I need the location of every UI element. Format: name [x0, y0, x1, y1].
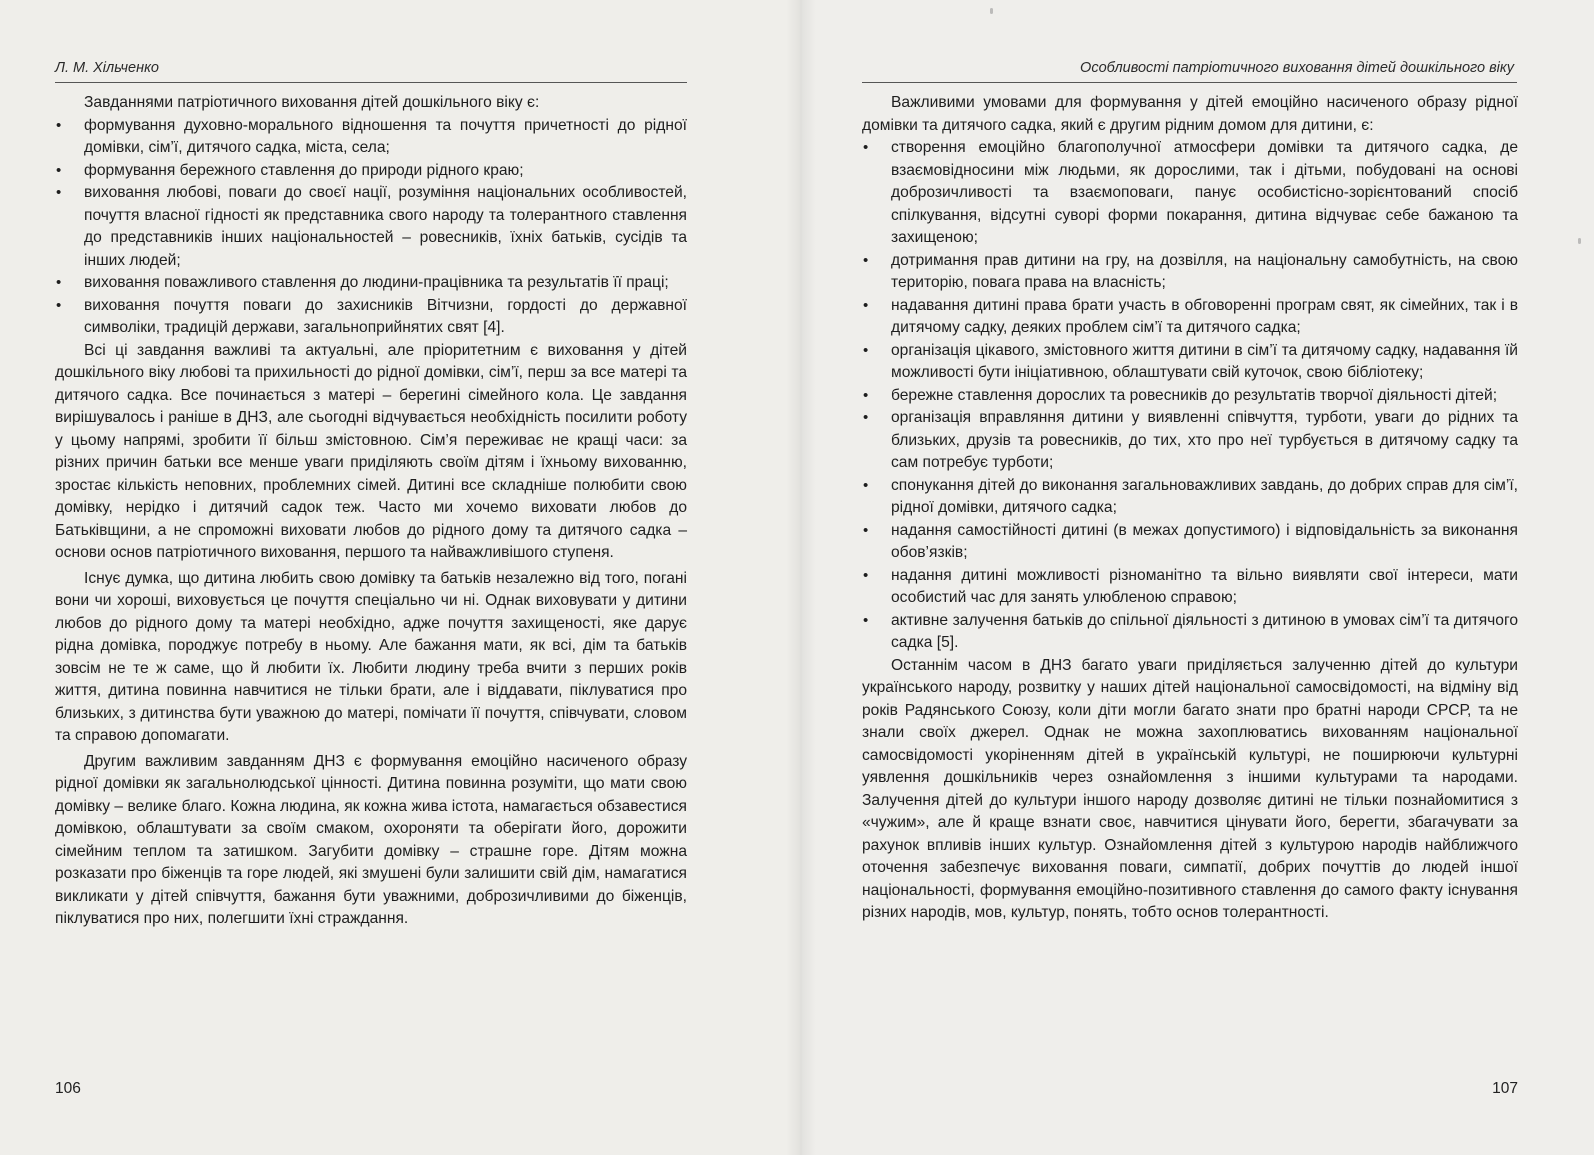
list-item: • надання дитині можливості різноманітно та вільно виявляти свої інтереси, мати особистий час для занять улюбленою справою;: [862, 565, 1518, 610]
conditions-list: [862, 137, 1518, 655]
list-item: • бережне ставлення дорослих та ровесників до результатів творчої діяльності дітей;: [862, 385, 1518, 408]
right-page-body: [862, 92, 1518, 925]
tasks-list: [55, 115, 687, 340]
right-page: [800, 0, 1594, 1155]
list-item: • дотримання прав дитини на гру, на дозвілля, на національну самобутність, на свою територію, повага права на власність;: [862, 250, 1518, 295]
conditions-intro: Важливими умовами для формування у дітей емоційно насиченого образу рідної домівки та дитячого садка, який є другим рідним домом для дитини, є:: [862, 94, 1518, 134]
list-item: • виховання любові, поваги до своєї нації, розуміння національних особливостей, почуття власної гідності як представника свого народу та толерантного ставлення до представників інших національностей – ровесників, їхніх батьків, сусідів та інших людей;: [55, 182, 687, 272]
running-head-title: Особливості патріотичного виховання дітей дошкільного віку: [1080, 60, 1514, 76]
list-item: • надання самостійності дитині (в межах допустимого) і відповідальність за виконання обов’язків;: [862, 520, 1518, 565]
book-gutter-shadow: [786, 0, 816, 1155]
list-item: • спонукання дітей до виконання загальноважливих завдань, до добрих справ для сім’ї, рідної домівки, дитячого садка;: [862, 475, 1518, 520]
paragraph: Другим важливим завданням ДНЗ є формування емоційно насиченого образу рідної домівки як загальнолюдської цінності. Дитина повинна розуміти, що мати свою домівку – велике благо. Кожна людина, як кожна жива істота, намагається обзавестися домівкою, облаштувати за своїм смаком, охороняти та оберігати його, дорожити сімейним теплом та затишком. Загубити домівку – страшне горе. Дітям можна розказати про біженців та горе людей, які змушені були залишити свій дім, намагатися викликати у дітей співчуття, бажання бути уважними, доброзичливими до біженців, піклуватися про них, полегшити їхні страждання.: [55, 752, 687, 927]
tasks-intro: Завданнями патріотичного виховання дітей дошкільного віку є:: [84, 94, 540, 111]
list-item: • формування духовно-морального відношення та почуття причетності до рідної домівки, сім’ї, дитячого садка, міста, села;: [55, 115, 687, 160]
running-head-author: Л. М. Хільченко: [55, 60, 159, 76]
list-item: • виховання поважливого ставлення до людини-працівника та результатів її праці;: [55, 272, 687, 295]
page-number: 106: [55, 1080, 81, 1097]
list-item: • формування бережного ставлення до природи рідного краю;: [55, 160, 687, 183]
scan-speck: [990, 8, 993, 14]
paragraph: Всі ці завдання важливі та актуальні, але пріоритетним є виховання у дітей дошкільного віку любові та прихильності до рідної домівки, сім’ї, перш за все матері та дитячого садка. Все починається з матері – берегині сімейного кола. Це завдання вирішувалось і раніше в ДНЗ, але сьогодні відчувається необхідність посилити роботу у цьому напрямі, зробити її більш змістовною. Сім’я переживає не кращі часи: за різних причин батьки все менше уваги приділяють своїм дітям і їхньому вихованню, зростає кількість неповних, проблемних сімей. Дитині все складніше полюбити свою домівку, нерідко і дитячий садок теж. Часто ми хочемо виховати любов до Батьківщини, а не спроможні виховати любов до рідного дому та дитячого садка – основи основ патріотичного виховання, першого та найважливішого ступеня.: [55, 341, 687, 561]
paragraph: Існує думка, що дитина любить свою домівку та батьків незалежно від того, погані вони чи хороші, виховується це почуття спеціально чи ні. Однак виховувати у дитини любов до рідного дому та матері необхідно, адже почуття захищеності, яке дарує рідна домівка, породжує потребу в ньому. Але бажання мати, як всі, дім та батьків зовсім не те ж саме, що й любити їх. Любити людину треба вчити з перших років життя, дитина повинна навчитися не тільки брати, але і віддавати, піклуватися про близьких, з дитинства бути уважною до матері, помічати її почуття, співчувати, словом та справою допомагати.: [55, 569, 687, 744]
scan-speck: [1578, 238, 1581, 244]
left-page-body: [55, 92, 687, 931]
list-item: • організація цікавого, змістовного життя дитини в сім’ї та дитячому садку, надавання їй можливості бути ініціативною, облаштувати свій куточок, свою бібліотеку;: [862, 340, 1518, 385]
paragraph: Останнім часом в ДНЗ багато уваги приділяється залученню дітей до культури українського народу, розвитку у наших дітей національної самосвідомості, на відміну від років Радянського Союзу, коли діти могли багато знати про братні народи СРСР, та не знали своїх джерел. Однак не можна захоплюватись вихованням національної самосвідомості укоріненням дітей в українській культурі, не поширюючи культурні уявлення дошкільників через ознайомлення з іншими культурами та народами. Залучення дітей до культури іншого народу дозволяє дитині не тільки познайомитися з «чужим», але й краще взнати своє, навчитися цінувати його, берегти, збагачувати за рахунок впливів інших культур. Ознайомлення дітей з культурою народів найближчого оточення забезпечує виховання поваги, симпатії, добрих почуттів до людей іншої національності, формування емоційно-позитивного ставлення до самого факту існування різних народів, мов, культур, понять, тобто основ толерантності.: [862, 656, 1518, 921]
header-rule: [862, 82, 1517, 83]
list-item: • надавання дитині права брати участь в обговоренні програм свят, як сімейних, так і в дитячому садку, деяких проблем сім’ї та дитячого садка;: [862, 295, 1518, 340]
list-item: • організація вправляння дитини у виявленні співчуття, турботи, уваги до рідних та близьких, друзів та ровесників, до тих, хто про неї турбується в дитячому садку та сам потребує турботи;: [862, 407, 1518, 475]
list-item: • створення емоційно благополучної атмосфери домівки та дитячого садка, де взаємовідносини між людьми, як дорослими, так і дітьми, побудовані на основі доброзичливості та взаємоповаги, панує особистісно-зорієнтований спосіб спілкування, відсутні суворі форми покарання, дитина відчуває себе бажаною та захищеною;: [862, 137, 1518, 250]
page-number: 107: [1492, 1080, 1518, 1097]
list-item: • активне залучення батьків до спільної діяльності з дитиною в умовах сім’ї та дитячого садка [5].: [862, 610, 1518, 655]
list-item: • виховання почуття поваги до захисників Вітчизни, гордості до державної символіки, традицій держави, загальноприйнятих свят [4].: [55, 295, 687, 340]
header-rule: [55, 82, 687, 83]
